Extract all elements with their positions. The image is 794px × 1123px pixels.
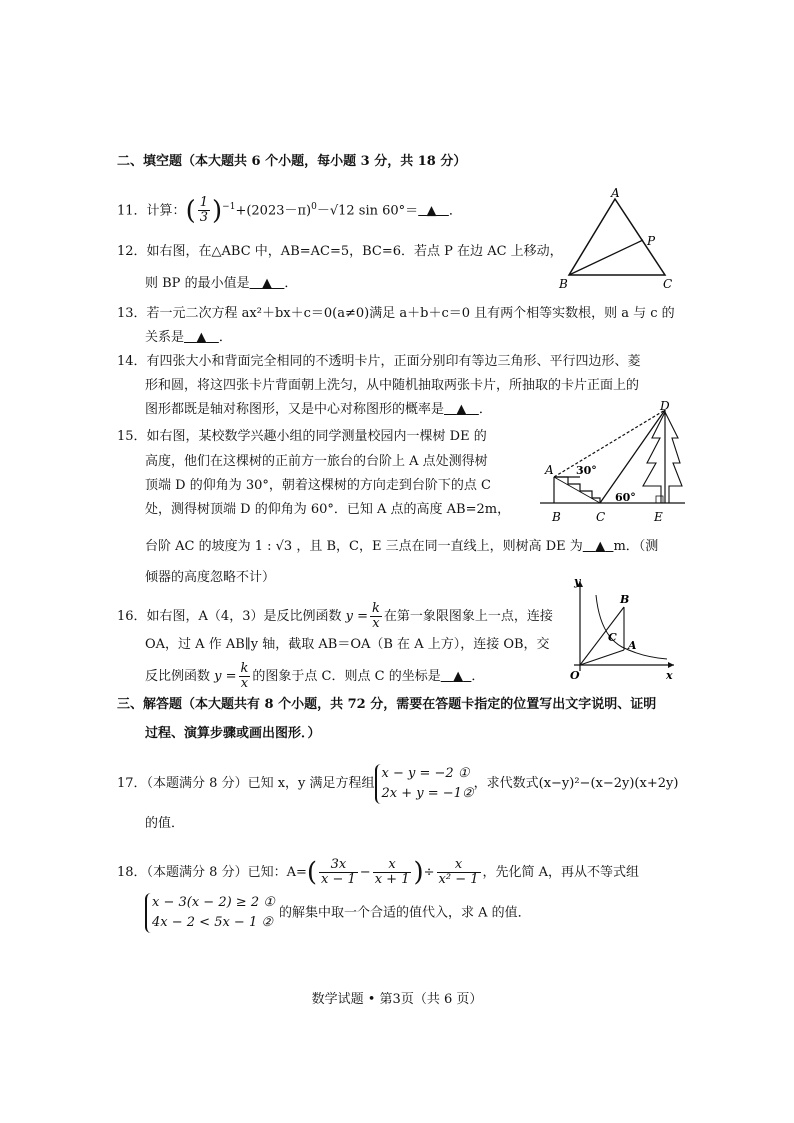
section3-title-line1: 三、解答题（本大题共有 8 个小题，共 72 分，需要在答题卡指定的位置写出文字说明、证明 [117,697,657,712]
question-14-line1: 14．有四张大小和背面完全相同的不透明卡片，正面分别印有等边三角形、平行四边形、菱 [117,354,641,369]
question-18-line2: x − 3(x − 2) ≥ 2 ① 4x − 2 < 5x − 1 ② 的解集中取一个合适的值代入，求 A 的值． [145,893,531,934]
question-15-line5: 台阶 AC 的坡度为 1 : √3 ，且 B，C，E 三点在同一直线上，则树高 DE 为 ▲ m．（测 [145,539,659,554]
question-14-line3: 图形都既是轴对称图形，又是中心对称图形的概率是 ▲ ． [145,402,492,417]
q12-answer-blank: ▲ [261,276,272,291]
tree-measurement-figure [540,398,690,526]
question-16-line3: 反比例函数 y = $\frac{k}{x}$ 的图象于点 C．则点 C 的坐标是 ▲ ． [145,661,485,691]
label-b: B [559,277,568,290]
q11-fraction: $\frac{1}{3}$ [199,195,208,226]
angle-30-label: 30° [576,464,597,477]
label-a: A [611,186,620,200]
label-b: B [620,593,630,606]
label-d: D [660,399,670,413]
question-14-line2: 形和圆，将这四张卡片背面朝上洗匀，从中随机抽取两张卡片，所抽取的卡片正面上的 [145,378,640,393]
question-15-line3: 顶端 D 的仰角为 30°，朝着这棵树的方向走到台阶下的点 C [145,478,491,493]
question-15-line4: 处，测得树顶端 D 的仰角为 60°．已知 A 点的高度 AB=2m， [145,502,511,517]
q11-expr-rest: －√12 sin 60°＝ [316,203,419,219]
label-c: C [608,631,617,644]
label-b: B [552,510,561,524]
triangle-abc-figure [555,185,685,290]
question-16-line1: 16．如右图，A（4，3）是反比例函数 y = $\frac{k}{x}$ 在第一象限图象上一点，连接 [117,601,553,631]
section2-title: 二、填空题（本大题共 6 个小题，每小题 3 分，共 18 分） [117,154,467,169]
q18-inequality-system: x − 3(x − 2) ≥ 2 ① 4x − 2 < 5x − 1 ② [145,893,275,933]
q11-prefix: 计算： [146,203,186,219]
q11-exponent: −1 [222,202,236,212]
label-e: E [654,510,663,524]
q14-answer-blank: ▲ [456,402,467,417]
q11-number: 11． [117,203,147,219]
question-15-line6: 倾器的高度忽略不计） [145,570,276,585]
question-18: 18．（本题满分 8 分）已知：A=( $\frac{3x}{x - 1}$ − $\frac{x}{x + 1}$ )÷ $\frac{x}{\text{x² − 1}}$ ，先化简 A，再从不等式组 [117,857,640,888]
question-13-line1: 13．若一元二次方程 ax²＋bx＋c＝0(a≠0)满足 a＋b＋c＝0 且有两个相等实数根，则 a 与 c 的 [117,306,675,321]
q16-func-y: y = [345,609,368,624]
q11-answer-blank: ▲ [426,203,437,219]
section3-title-line2: 过程、演算步骤或画出图形．） [145,726,321,741]
question-15-line2: 高度，他们在这棵树的正前方一旅台的台阶上 A 点处测得树 [145,454,488,469]
axis-y-label: y [574,575,581,588]
label-a: A [628,639,637,652]
q11-exp0: 0 [311,202,317,212]
axis-x-label: x [666,669,673,682]
q17-equation-system: x − y = −2 ① 2x + y = −1② [375,764,474,804]
question-11: 11．计算：( $\frac{1}{3}$ )$^{-1}+(2023-\pi)^0-√12$ sin 60°＝ ▲ ． [117,195,462,226]
page-footer: 数学试题 • 第3页（共 6 页） [311,992,483,1007]
q11-expr: +(2023－π) [235,203,312,219]
q16-fraction-1: $\frac{k}{x}$ [372,601,380,631]
question-17-line2: 的值． [145,816,185,831]
q13-answer-blank: ▲ [196,330,207,345]
label-p: P [647,234,656,248]
hyperbola-figure [562,575,682,685]
label-a: A [545,463,554,477]
question-13-line2: 关系是 ▲ ． [145,330,232,345]
question-15-line1: 15．如右图，某校数学兴趣小组的同学测量校园内一棵树 DE 的 [117,429,487,444]
question-12-line1: 12．如右图，在△ABC 中，AB=AC=5，BC=6．若点 P 在边 AC 上移动， [117,244,563,259]
label-c: C [663,277,673,290]
question-16-line2: OA，过 A 作 AB∥y 轴，截取 AB＝OA（B 在 A 上方），连接 OB，交 [145,637,550,652]
q15-answer-blank: ▲ [595,539,606,554]
angle-60-label: 60° [615,491,636,504]
label-c: C [596,510,606,524]
q16-answer-blank: ▲ [453,669,464,684]
question-17: 17．（本题满分 8 分）已知 x，y 满足方程组 x − y = −2 ① 2x + y = −1② ，求代数式(x−y)²−(x−2y)(x+2y) [117,762,678,806]
origin-label: O [570,669,580,682]
q16-fraction-2: $\frac{k}{x}$ [240,661,249,691]
question-12-line2: 则 BP 的最小值是 ▲ ． [145,276,298,291]
